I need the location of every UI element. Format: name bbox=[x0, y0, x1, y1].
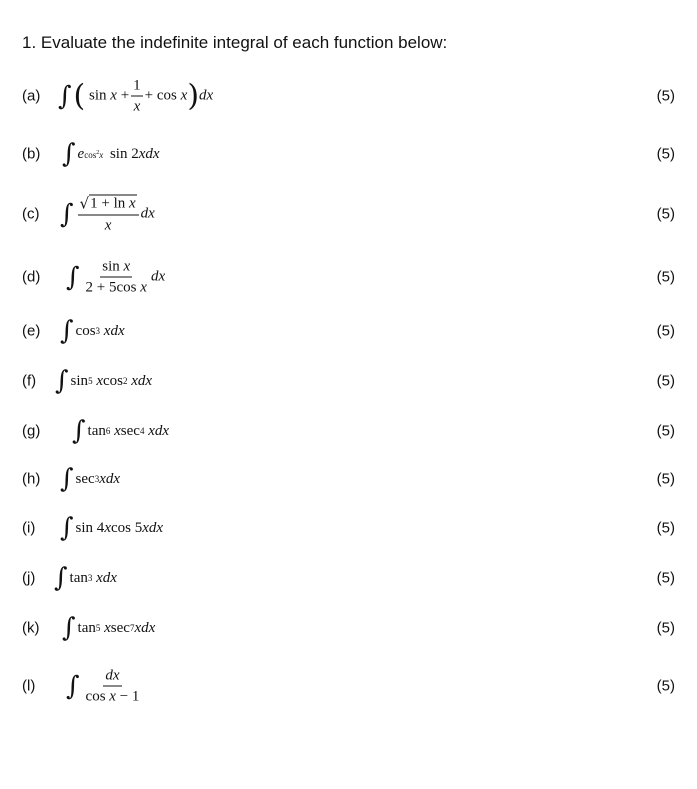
integral-expression: ∫ $\frac{dx}{\text{cos x − 1}}$ bbox=[66, 667, 140, 704]
integral-expression: ∫ tan 3 xdx bbox=[54, 563, 117, 593]
problem-c bbox=[0, 194, 697, 234]
problem-j bbox=[0, 558, 697, 598]
marks: (5) bbox=[656, 145, 675, 163]
problem-g bbox=[0, 411, 697, 451]
problem-label: (e) bbox=[22, 322, 41, 340]
problem-label: (k) bbox=[22, 619, 40, 637]
marks: (5) bbox=[656, 87, 675, 105]
problem-label: (h) bbox=[22, 470, 41, 488]
problem-b bbox=[0, 134, 697, 174]
problem-label: (c) bbox=[22, 205, 40, 223]
marks: (5) bbox=[656, 677, 675, 695]
marks: (5) bbox=[656, 422, 675, 440]
problem-l bbox=[0, 666, 697, 706]
problem-h bbox=[0, 459, 697, 499]
marks: (5) bbox=[656, 372, 675, 390]
integral-expression: ∫ tan 5 x sec 7 xdx bbox=[62, 613, 156, 643]
integral-expression: ∫ sin 4 x cos 5 xdx bbox=[60, 513, 164, 543]
problem-label: (f) bbox=[22, 372, 37, 390]
integral-expression: ∫ sin 5 x cos 2 xdx bbox=[55, 366, 153, 396]
question-heading: 1. Evaluate the indefinite integral of each function below: bbox=[22, 33, 448, 52]
problem-label: (g) bbox=[22, 422, 41, 440]
integral-expression: ∫ ( sin x + $\frac{1}{x}$ + cos x ) dx bbox=[58, 77, 214, 114]
integral-expression: ∫ √ 1 + ln x x dx bbox=[60, 194, 155, 233]
problem-label: (b) bbox=[22, 145, 41, 163]
marks: (5) bbox=[656, 322, 675, 340]
marks: (5) bbox=[656, 569, 675, 587]
marks: (5) bbox=[656, 470, 675, 488]
marks: (5) bbox=[656, 205, 675, 223]
problem-label: (j) bbox=[22, 569, 36, 587]
problem-label: (d) bbox=[22, 268, 41, 286]
problem-label: (l) bbox=[22, 677, 36, 695]
integral-expression: ∫ e $\cos^2x$ sin 2 xdx bbox=[62, 139, 160, 169]
problem-d bbox=[0, 257, 697, 297]
problem-e bbox=[0, 311, 697, 351]
problem-label: (i) bbox=[22, 519, 36, 537]
problem-a bbox=[0, 76, 697, 116]
integral-expression: ∫ $\frac{\text{sin x}}{\text{2 + 5cos x}}$ dx bbox=[66, 258, 166, 295]
problem-i bbox=[0, 508, 697, 548]
marks: (5) bbox=[656, 619, 675, 637]
problem-f bbox=[0, 361, 697, 401]
integral-expression: ∫ sec 3 xdx bbox=[60, 464, 121, 494]
marks: (5) bbox=[656, 268, 675, 286]
marks: (5) bbox=[656, 519, 675, 537]
integral-expression: ∫ cos 3 xdx bbox=[60, 316, 125, 346]
problem-k bbox=[0, 608, 697, 648]
integral-expression: ∫ tan 6 x sec 4 xdx bbox=[72, 416, 170, 446]
problem-label: (a) bbox=[22, 87, 41, 105]
